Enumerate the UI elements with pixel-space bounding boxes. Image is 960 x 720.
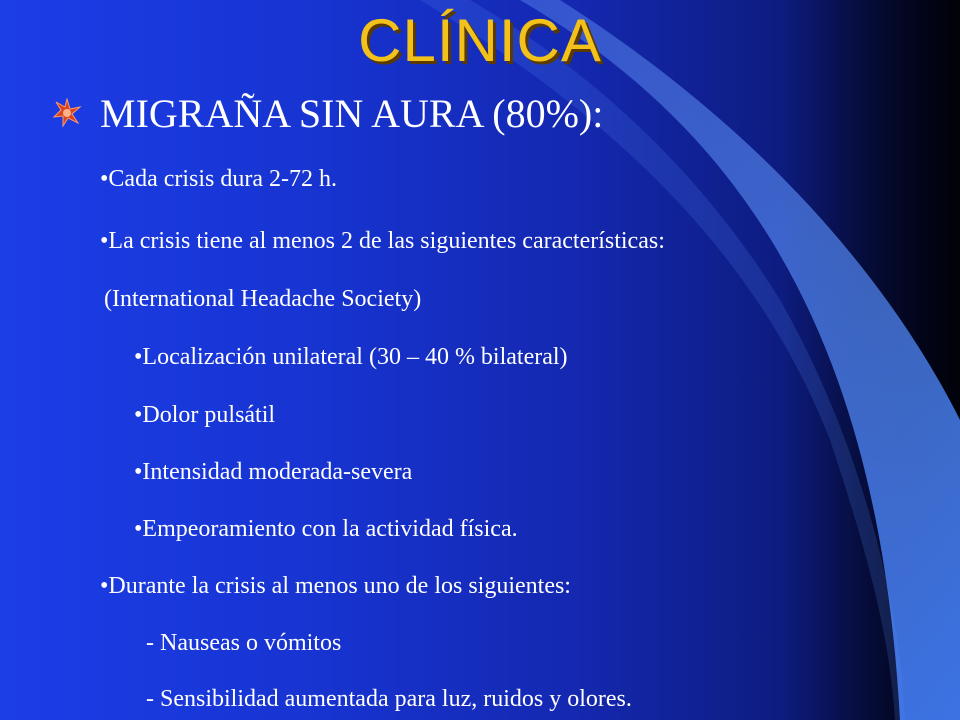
slide-title: CLÍNICA	[358, 7, 602, 74]
bullet-line-8: •Durante la crisis al menos uno de los siguientes:	[100, 573, 571, 599]
bullet-line-7: •Empeoramiento con la actividad física.	[134, 516, 518, 542]
bullet-line-6: •Intensidad moderada-severa	[134, 459, 413, 485]
bullet-line-3: (International Headache Society)	[104, 286, 422, 312]
section-heading: MIGRAÑA SIN AURA (80%):	[100, 91, 604, 136]
bullet-line-5: •Dolor pulsátil	[134, 402, 276, 428]
starburst-bullet-icon	[52, 98, 82, 128]
bullet-line-1: •Cada crisis dura 2-72 h.	[100, 166, 338, 192]
bullet-line-9: - Nauseas o vómitos	[146, 630, 342, 656]
bullet-line-10: - Sensibilidad aumentada para luz, ruidos y olores.	[146, 686, 632, 712]
bullet-line-4: •Localización unilateral (30 – 40 % bilateral)	[134, 344, 568, 370]
bullet-line-2: •La crisis tiene al menos 2 de las siguientes características:	[100, 228, 665, 254]
